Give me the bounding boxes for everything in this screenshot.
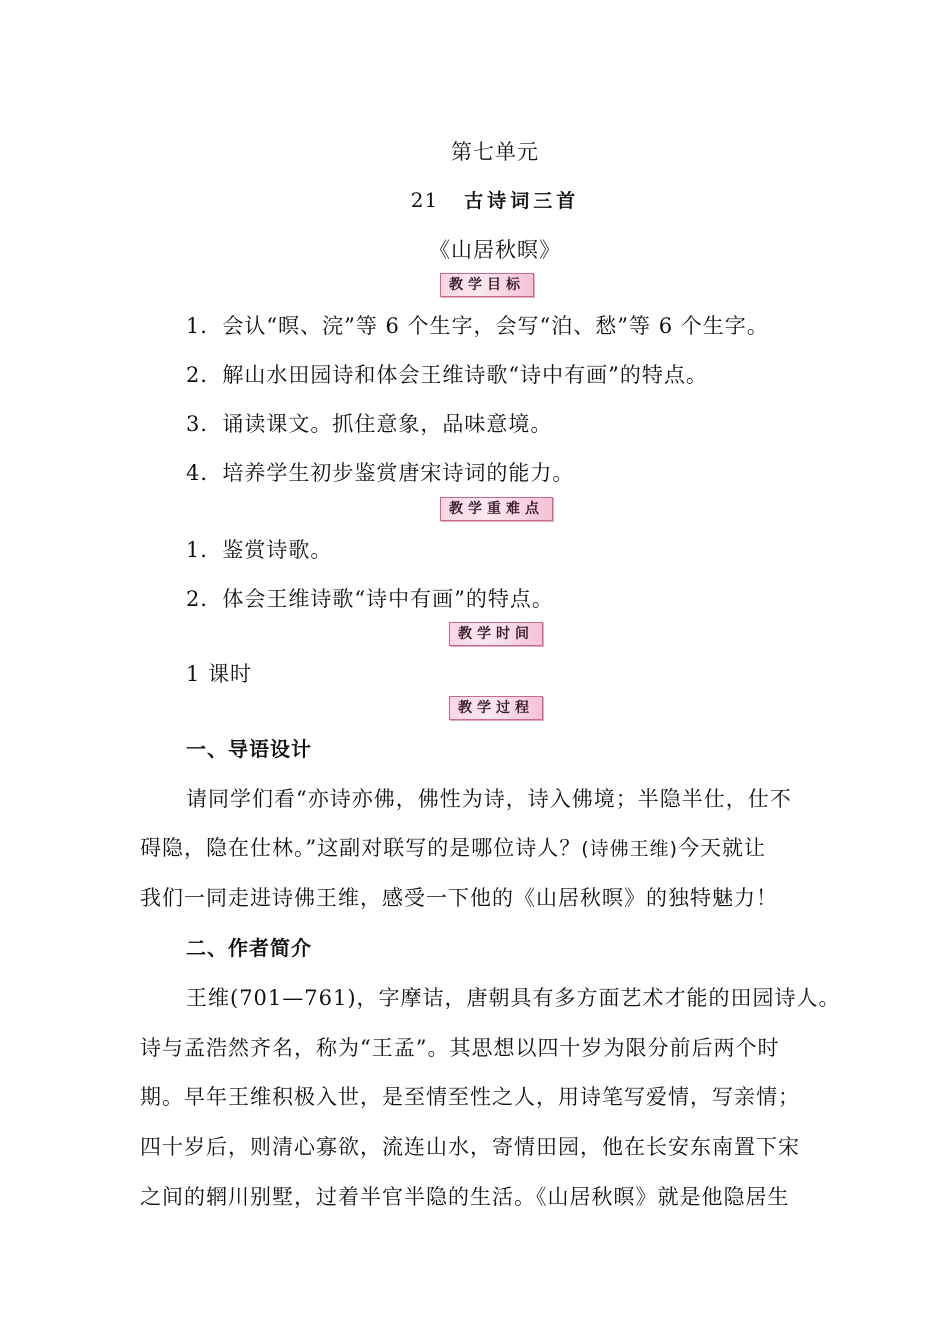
paragraph-line: 期。早年王维积极入世，是至情至性之人，用诗笔写爱情，写亲情；: [140, 1085, 800, 1109]
paragraph-line: 王维(701—761)，字摩诘，唐朝具有多方面艺术才能的田园诗人。: [186, 986, 841, 1010]
key-point-item: 2．体会王维诗歌“诗中有画”的特点。: [186, 587, 554, 611]
lesson-title: [0, 185, 950, 216]
process-badge: 教学过程: [449, 696, 543, 720]
objective-item: 2．解山水田园诗和体会王维诗歌“诗中有画”的特点。: [186, 363, 708, 387]
key-point-item: 1．鉴赏诗歌。: [186, 538, 333, 562]
objective-item: 4．培养学生初步鉴赏唐宋诗词的能力。: [186, 461, 575, 485]
lesson-number: 21: [410, 188, 439, 212]
paragraph-line: 请同学们看“亦诗亦佛，佛性为诗，诗入佛境；半隐半仕，仕不: [186, 787, 792, 811]
paragraph-segment: 今天就让: [678, 836, 767, 860]
paragraph-line: 之间的辋川别墅，过着半官半隐的生活。《山居秋暝》就是他隐居生: [140, 1185, 790, 1209]
objectives-badge: 教学目标: [440, 273, 534, 297]
paragraph-line: 诗与孟浩然齐名，称为“王孟”。其思想以四十岁为限分前后两个时: [140, 1036, 780, 1060]
unit-title: 第七单元: [451, 140, 539, 164]
paragraph-segment: 碍隐，隐在仕林。”这副对联写的是哪位诗人？: [140, 836, 582, 860]
lesson-name: 古诗词三首: [464, 190, 580, 212]
objective-item: 3．诵读课文。抓住意象，品味意境。: [186, 412, 553, 436]
paragraph-line: [140, 833, 766, 864]
key-points-badge: 教学重难点: [440, 497, 553, 521]
paragraph-line: 我们一同走进诗佛王维，感受一下他的《山居秋暝》的独特魅力！: [140, 886, 778, 910]
poem-title: 《山居秋暝》: [429, 238, 561, 262]
paragraph-line: 四十岁后，则清心寡欲，流连山水，寄情田园，他在长安东南置下宋: [140, 1135, 800, 1159]
time-badge: 教学时间: [449, 622, 543, 646]
author-heading: 二、作者简介: [186, 936, 312, 960]
objective-item: 1．会认“暝、浣”等 6 个生字，会写“泊、愁”等 6 个生字。: [186, 314, 769, 338]
paragraph-annotation: (诗佛王维): [581, 838, 679, 860]
intro-heading: 一、导语设计: [186, 737, 312, 761]
time-value: 1 课时: [186, 662, 253, 686]
